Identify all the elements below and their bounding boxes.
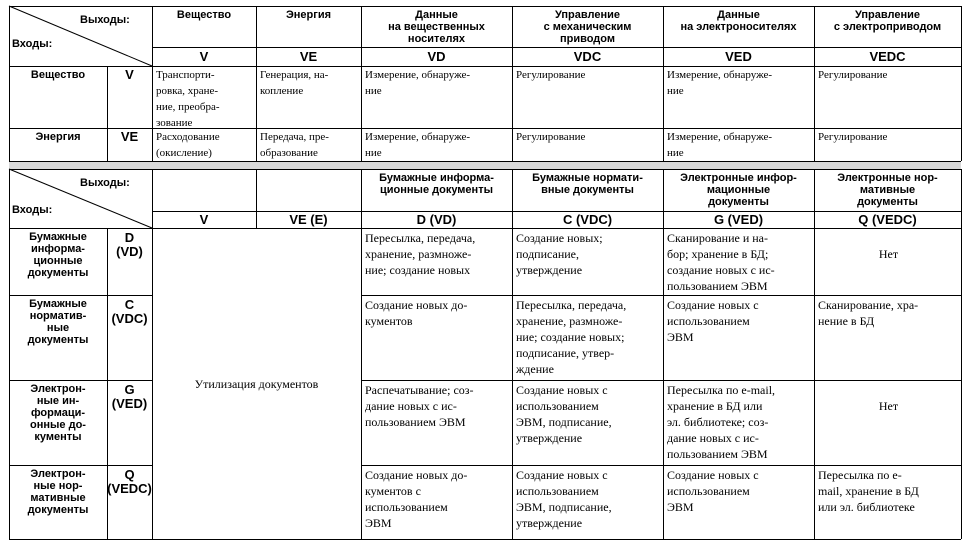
bottom-row-label-line: норматив- bbox=[29, 310, 87, 322]
top-cell-line: ние bbox=[365, 85, 382, 97]
bottom-column-code: G (VED) bbox=[713, 212, 764, 227]
bottom-cell-line: пользованием ЭВМ bbox=[667, 279, 768, 293]
bottom-row-label-line: формаци- bbox=[30, 407, 86, 419]
bottom-cell-line: ЭВМ, подписание, bbox=[516, 415, 612, 429]
diagonal-divider bbox=[9, 169, 152, 228]
top-cell-line: ние, преобра- bbox=[156, 101, 220, 113]
bottom-row-code-line: C bbox=[124, 297, 135, 312]
bottom-row-label-line: онные до- bbox=[30, 419, 86, 431]
top-cell-line: Генерация, на- bbox=[260, 69, 329, 81]
bottom-cell-line: использованием bbox=[667, 484, 750, 498]
bottom-cell-line: ЭВМ, подписание, bbox=[516, 500, 612, 514]
bottom-cell-line: использованием bbox=[365, 500, 448, 514]
bottom-column-header-line: документы bbox=[708, 196, 769, 208]
bottom-column-header-line: мационные bbox=[706, 184, 771, 196]
top-cell-line: Регулирование bbox=[516, 69, 586, 81]
bottom-cell-line: Сканирование и на- bbox=[667, 231, 768, 245]
top-column-code: VEDC bbox=[869, 49, 906, 64]
bottom-cell-line: ние; создание новых bbox=[365, 263, 471, 277]
bottom-row-label-line: документы bbox=[27, 504, 89, 516]
top-column-header-line: приводом bbox=[559, 33, 615, 45]
bottom-outputs-label: Выходы: bbox=[80, 177, 130, 189]
top-cell-line: копление bbox=[260, 85, 304, 97]
top-cell-line: Транспорти- bbox=[156, 69, 215, 81]
bottom-column-header-line: вные документы bbox=[541, 184, 634, 196]
bottom-cell-line: нение в БД bbox=[818, 314, 875, 328]
top-outputs-label: Выходы: bbox=[80, 14, 130, 26]
top-cell-line: зование bbox=[156, 117, 193, 129]
bottom-row-code-line: (VDC) bbox=[111, 311, 148, 326]
top-column-header-line: Данные bbox=[717, 9, 760, 21]
bottom-column-header-line: мативные bbox=[859, 184, 916, 196]
bottom-cell-line: использованием bbox=[667, 314, 750, 328]
bottom-cell-line: эл. библиотеке; соз- bbox=[667, 415, 769, 429]
bottom-row-label-line: кументы bbox=[34, 431, 82, 443]
bottom-row-code-line: D bbox=[124, 230, 135, 245]
bottom-row-label-line: мативные bbox=[30, 492, 86, 504]
bottom-column-header-line: Электронные инфор- bbox=[680, 172, 797, 184]
top-column-code: VE bbox=[299, 49, 318, 64]
bottom-column-code: V bbox=[199, 212, 209, 227]
bottom-cell-line: Создание новых; bbox=[516, 231, 603, 245]
top-column-header-line: на электроносителях bbox=[680, 21, 797, 33]
bottom-row-code-line: G bbox=[124, 382, 135, 397]
bottom-cell-line: подписание, bbox=[516, 247, 579, 261]
bottom-row-label-line: Электрон- bbox=[30, 383, 86, 395]
top-cell-line: Измерение, обнаруже- bbox=[667, 131, 773, 143]
bottom-row-label-line: информа- bbox=[31, 243, 85, 255]
bottom-cell-line: mail, хранение в БД bbox=[818, 484, 919, 498]
bottom-column-header-line: Электронные нор- bbox=[837, 172, 938, 184]
bottom-row-label-line: Бумажные bbox=[29, 298, 87, 310]
top-column-header-line: с электроприводом bbox=[833, 21, 942, 33]
bottom-cell-line: кументов bbox=[365, 314, 413, 328]
bottom-cell-line: или эл. библиотеке bbox=[818, 500, 915, 514]
bottom-column-header-line: документы bbox=[857, 196, 918, 208]
top-column-header-line: Управление bbox=[854, 9, 920, 21]
top-column-code: VDC bbox=[573, 49, 602, 64]
top-inputs-label: Входы: bbox=[12, 38, 53, 50]
bottom-cell-line: Создание новых до- bbox=[365, 468, 468, 482]
bottom-cell-line: пользованием ЭВМ bbox=[365, 415, 466, 429]
top-column-header-line: носителях bbox=[407, 33, 466, 45]
bottom-cell-line: утверждение bbox=[516, 263, 583, 277]
bottom-cell-line: использованием bbox=[516, 399, 599, 413]
bottom-cell-line: Создание новых до- bbox=[365, 298, 468, 312]
bottom-cell-line: Создание новых с bbox=[667, 298, 759, 312]
bottom-cell-line: хранение, размноже- bbox=[365, 247, 472, 261]
bottom-cell-line: Нет bbox=[878, 399, 899, 413]
bottom-row-label-line: Электрон- bbox=[30, 468, 86, 480]
top-cell-line: ние bbox=[365, 147, 382, 159]
bottom-row-label-line: ные ин- bbox=[36, 395, 80, 407]
top-row-label: Энергия bbox=[35, 131, 81, 143]
top-cell-line: (окисление) bbox=[156, 147, 212, 159]
top-cell-line: Расходование bbox=[156, 131, 220, 143]
bottom-cell-line: кументов с bbox=[365, 484, 421, 498]
bottom-column-header-line: Бумажные нормати- bbox=[532, 172, 643, 184]
bottom-row-code-line: (VEDC) bbox=[107, 481, 152, 496]
top-cell-line: ние bbox=[667, 85, 684, 97]
bottom-cell-line: бор; хранение в БД; bbox=[667, 247, 769, 261]
bottom-column-code: Q (VEDC) bbox=[858, 212, 917, 227]
bottom-row-code-line: Q bbox=[124, 467, 135, 482]
bottom-cell-line: Создание новых с bbox=[516, 468, 608, 482]
bottom-cell-line: Пересылка, передача, bbox=[365, 231, 476, 245]
top-cell-line: Регулирование bbox=[818, 69, 888, 81]
top-cell-line: Измерение, обнаруже- bbox=[365, 69, 471, 81]
top-column-header-line: Данные bbox=[415, 9, 458, 21]
bottom-cell-line: Распечатывание; соз- bbox=[365, 383, 474, 397]
bottom-cell-line: Сканирование, хра- bbox=[818, 298, 919, 312]
diagonal-divider bbox=[9, 6, 152, 66]
bottom-row-label-line: ные bbox=[46, 322, 70, 334]
top-column-header-line: Вещество bbox=[176, 9, 232, 21]
bottom-column-code: C (VDC) bbox=[562, 212, 613, 227]
bottom-column-code: VE (E) bbox=[289, 212, 328, 227]
bottom-cell-line: подписание, утвер- bbox=[516, 346, 615, 360]
top-cell-line: ровка, хране- bbox=[156, 85, 219, 97]
bottom-cell-line: создание новых с ис- bbox=[667, 263, 775, 277]
bottom-cell-line: дание новых с ис- bbox=[365, 399, 457, 413]
bottom-cell-line: хранение, размноже- bbox=[516, 314, 623, 328]
top-cell-line: ние bbox=[667, 147, 684, 159]
top-cell-line: Измерение, обнаруже- bbox=[365, 131, 471, 143]
bottom-cell-line: Пересылка, передача, bbox=[516, 298, 627, 312]
bottom-cell-line: дание новых с ис- bbox=[667, 431, 759, 445]
top-column-code: VED bbox=[725, 49, 752, 64]
top-cell-line: Передача, пре- bbox=[260, 131, 329, 143]
bottom-cell-line: утверждение bbox=[516, 431, 583, 445]
bottom-cell-line: Пересылка по e- bbox=[818, 468, 902, 482]
top-column-code: V bbox=[199, 49, 209, 64]
bottom-cell-line: использованием bbox=[516, 484, 599, 498]
bottom-column-header-line: Бумажные информа- bbox=[379, 172, 494, 184]
top-column-code: VD bbox=[427, 49, 446, 64]
top-cell-line: образование bbox=[260, 147, 318, 159]
bottom-cell-line: утверждение bbox=[516, 516, 583, 530]
bottom-cell-line: пользованием ЭВМ bbox=[667, 447, 768, 461]
bottom-row-label-line: Бумажные bbox=[29, 231, 87, 243]
bottom-cell-line: хранение в БД или bbox=[667, 399, 763, 413]
bottom-cell-line: Создание новых с bbox=[667, 468, 759, 482]
top-row-code: V bbox=[125, 67, 134, 82]
bottom-cell-line: ние; создание новых; bbox=[516, 330, 625, 344]
bottom-cell-line: ЭВМ bbox=[667, 500, 694, 514]
bottom-row-label-line: документы bbox=[27, 334, 89, 346]
top-column-header-line: с механическим bbox=[543, 21, 632, 33]
bottom-column-header-line: ционные документы bbox=[380, 184, 493, 196]
bottom-cell-line: ждение bbox=[516, 362, 554, 376]
bottom-row-label-line: ные нор- bbox=[33, 480, 83, 492]
bottom-cell-line: Нет bbox=[878, 247, 899, 261]
bottom-row-label-line: документы bbox=[27, 267, 89, 279]
bottom-row-code-line: (VED) bbox=[111, 396, 148, 411]
bottom-row-label-line: ционные bbox=[33, 255, 83, 267]
bottom-cell-line: Пересылка по e-mail, bbox=[667, 383, 776, 397]
bottom-inputs-label: Входы: bbox=[12, 204, 53, 216]
merged-cell-utilization: Утилизация документов bbox=[194, 377, 319, 391]
bottom-cell-line: ЭВМ bbox=[365, 516, 392, 530]
top-row-code: VE bbox=[120, 129, 139, 144]
top-column-header-line: Управление bbox=[554, 9, 620, 21]
top-cell-line: Измерение, обнаруже- bbox=[667, 69, 773, 81]
top-cell-line: Регулирование bbox=[818, 131, 888, 143]
top-row-label: Вещество bbox=[30, 69, 86, 81]
top-column-header-line: Энергия bbox=[285, 9, 332, 21]
bottom-cell-line: Создание новых с bbox=[516, 383, 608, 397]
bottom-row-code-line: (VD) bbox=[116, 244, 143, 259]
top-cell-line: Регулирование bbox=[516, 131, 586, 143]
top-column-header-line: на вещественных bbox=[388, 21, 485, 33]
bottom-cell-line: ЭВМ bbox=[667, 330, 694, 344]
bottom-column-code: D (VD) bbox=[416, 212, 457, 227]
